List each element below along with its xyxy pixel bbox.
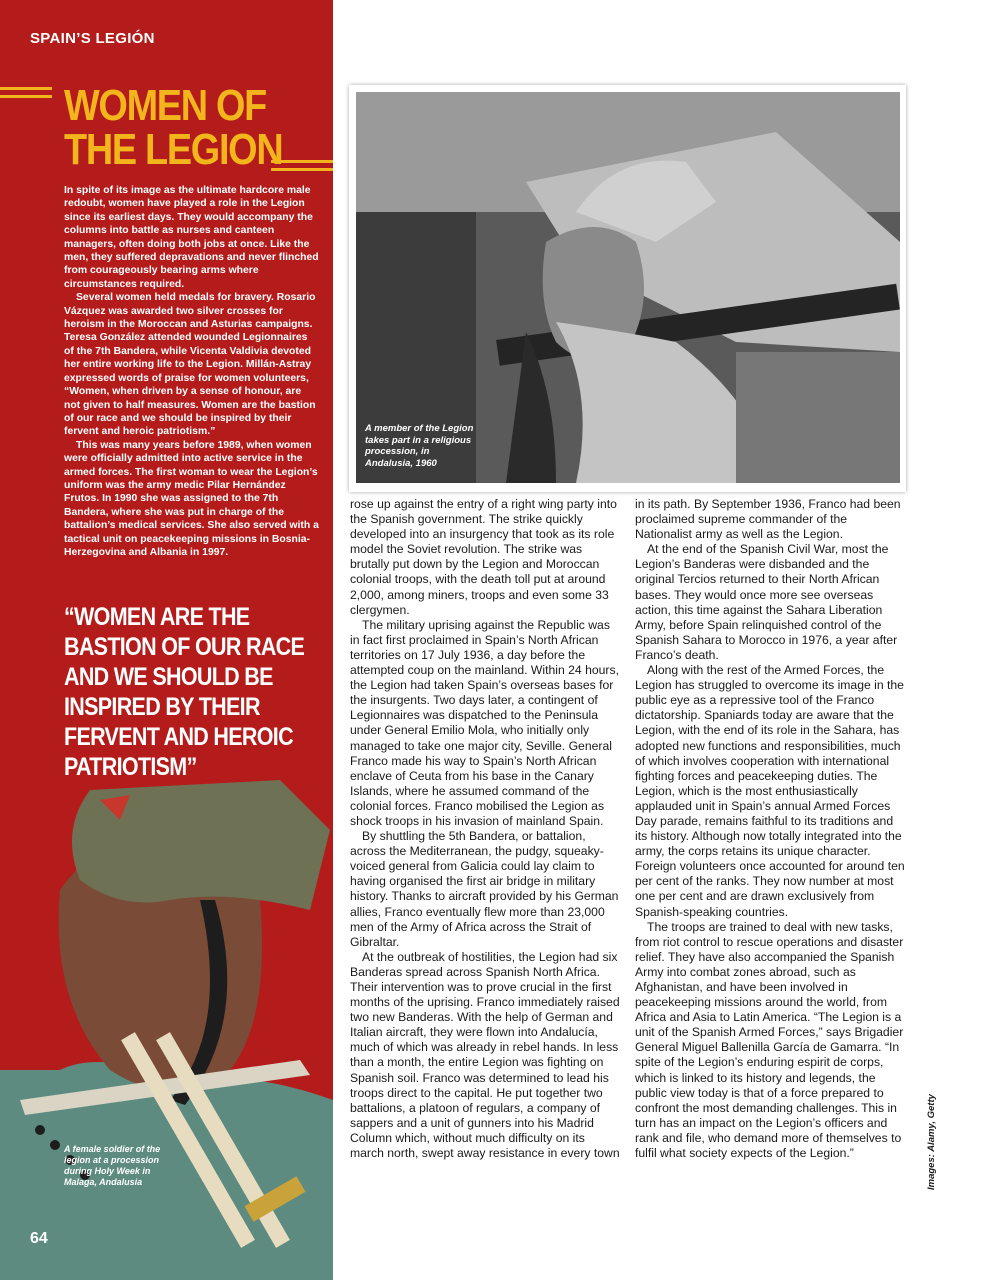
- article-title: [64, 81, 283, 174]
- body-paragraph: rose up against the entry of a right wing party into the Spanish government. The strike quickly developed into an insurgency that took as its role model the Soviet revolution. The strike was brutally put down by the Legion and Moroccan colonial troops, with the death toll put at around 2,000, among miners, troops and even some 33 clergymen.: [350, 497, 617, 617]
- intro-paragraph: In spite of its image as the ultimate hardcore male redoubt, women have played a role in the Legion since its earliest days. They would accompany the columns into battle as nurses and canteen managers, often doing both jobs at once. Like the men, they suffered depravations and never flinched from courageously bearing arms where circumstances required.: [64, 185, 319, 290]
- intro-text: [64, 184, 319, 559]
- title-stripe: [0, 87, 52, 90]
- pull-quote: “WOMEN ARE THE BASTION OF OUR RACE AND WE SHOULD BE INSPIRED BY THEIR FERVENT AND HEROIC PATRIOTISM”: [64, 603, 305, 781]
- body-paragraph: The troops are trained to deal with new tasks, from riot control to rescue operations and disaster relief. They have also accompanied the Spanish Army into combat zones abroad, such as Afghanistan, and have been involved in peacekeeping missions around the world, from Africa and Asia to Latin America. “The Legion is a unit of the Spanish Armed Forces,” says Brigadier General Miguel Ballenilla García de Gamarra. “In spite of the Legion’s enduring espirit de corps, which is linked to its history and legends, the public view today is that of a force prepared to confront the most demanding challenges. This in turn has an impact on the Legion’s officers and rank and file, who demand more of themselves to fulfil what society expects of the Legion.”: [635, 919, 904, 1161]
- body-column-1: [350, 497, 622, 1161]
- body-paragraph: At the outbreak of hostilities, the Legion had six Banderas spread across Spanish North Africa. Their intervention was to prove crucial in the first months of the uprising. Franco immediately raised two new Banderas. With the help of German and Italian aircraft, they were flown into Andalucía, much of which was already in rebel hands. In less than a month, the entire Legion was fighting on Spanish soil. Franco was determined to lead his troops direct to the capital. He put together two battalions, a platoon of regulars, a company of sappers and a unit of gunners into his Madrid Column which, without much difficulty on its march north, swept away resistance in every town: [350, 949, 620, 1161]
- section-label: SPAIN’S LEGIÓN: [30, 30, 155, 47]
- photo-caption: A member of the Legion takes part in a religious procession, in Andalusia, 1960: [365, 423, 474, 469]
- body-paragraph: in its path. By September 1936, Franco had been proclaimed supreme commander of the Nationalist army as well as the Legion.: [635, 497, 901, 542]
- page-number: 64: [30, 1230, 48, 1247]
- image-credit: Images: Alamy, Getty: [926, 1094, 937, 1190]
- body-paragraph: At the end of the Spanish Civil War, most the Legion’s Banderas were disbanded and the original Tercios returned to their North African bases. They would once more see overseas action, this time against the Sahara Liberation Army, before Spain relinquished control of the Spanish Sahara to Morocco in 1976, a year after Franco’s death.: [635, 542, 898, 662]
- intro-paragraph: Several women held medals for bravery. Rosario Vázquez was awarded two silver crosses for heroism in the Moroccan and Asturias campaigns. Teresa González attended wounded Legionnaires of the 7th Bandera, while Vicenta Valdivia devoted her entire working life to the Legion. Millán-Astray expressed words of praise for women volunteers, “Women, when driven by a sense of honour, are not given to half measures. Women are the bastion of our race and we should be inspired by their fervent and heroic patriotism.”: [64, 292, 316, 438]
- intro-paragraph: This was many years before 1989, when women were officially admitted into active service in the armed forces. The first woman to wear the Legion’s uniform was the army medic Pilar Hernández Frutos. In 1990 she was assigned to the 7th Bandera, where she was put in charge of the battalion’s medical services. She also served with a tactical unit on peacekeeping missions in Bosnia-Herzegovina and Albania in 1997.: [64, 439, 319, 558]
- soldier-caption: A female soldier of the legion at a procession during Holy Week in Malaga, Andalusia: [64, 1144, 161, 1187]
- title-line-2: THE LEGION: [64, 125, 283, 174]
- title-line-1: WOMEN OF: [64, 81, 266, 130]
- soldier-photo: [0, 770, 333, 1280]
- body-paragraph: By shuttling the 5th Bandera, or battalion, across the Mediterranean, the pudgy, squeaky-voiced general from Galicia could lay claim to having organised the first air bridge in military history. Thanks to aircraft provided by his German allies, Franco eventually flew more than 23,000 men of the Army of Africa across the Strait of Gibraltar.: [350, 829, 619, 949]
- title-stripe: [0, 95, 52, 98]
- body-paragraph: The military uprising against the Republic was in fact first proclaimed in Spain’s North African territories on 17 July 1936, a day before the attempted coup on the mainland. Within 24 hours, the Legion had taken Spain’s overseas bases for the insurgents. Two days later, a contingent of Legionnaires was dispatched to the Peninsula under General Emilio Mola, who initially only managed to take one major city, Seville. General Franco made his way to Spain’s North African enclave of Ceuta from his base in the Canary Islands, where he assumed command of the colonial forces. Franco mobilised the Legion as shock troops in his invasion of mainland Spain.: [350, 617, 619, 828]
- body-paragraph: Along with the rest of the Armed Forces, the Legion has struggled to overcome its image in the public eye as a repressive tool of the Franco dictatorship. Spaniards today are aware that the Legion, with the end of its role in the Sahara, has adopted new functions and responsibilities, much of which involves cooperation with international fighting forces and peacekeeping duties. The Legion, which is the most enthusiastically applauded unit in Spain’s annual Armed Forces Day parade, remains faithful to its traditions and its history. Although now totally integrated into the army, the corps retains its unique character. Foreign volunteers once accounted for around ten per cent of the ranks. They now number at most one per cent and are drawn exclusively from Spanish-speaking countries.: [635, 663, 905, 919]
- body-column-2: [635, 497, 907, 1161]
